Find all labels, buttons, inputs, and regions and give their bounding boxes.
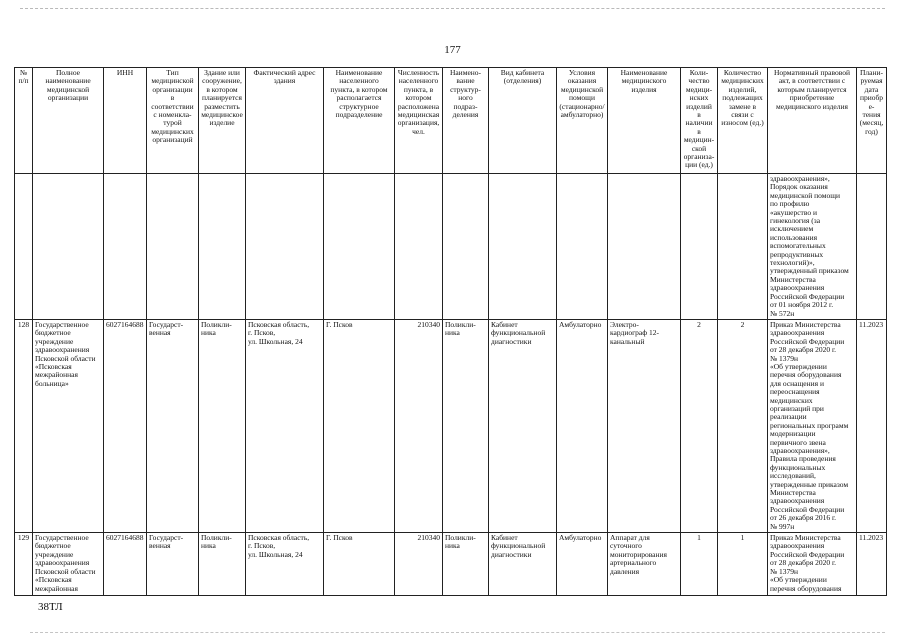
cell-organization-name: Государственное бюджетное учреждение здравоохранения Псковской области «Псковская межрайонная	[33, 533, 104, 596]
cell-empty	[33, 174, 104, 320]
cell-row-number: 129	[15, 533, 33, 596]
column-header: Нормативный правовой акт, в соответствии с которым планируется приобретение медицинского изделия	[768, 68, 857, 174]
column-header: ИНН	[104, 68, 147, 174]
column-header: Плани- руемая дата приобре- тения (месяц, год)	[857, 68, 887, 174]
cell-empty	[718, 174, 768, 320]
cell-cabinet-type: Кабинет функциональной диагностики	[489, 533, 557, 596]
cell-empty	[489, 174, 557, 320]
cell-quantity-replace: 1	[718, 533, 768, 596]
column-header: Коли- чество медици- нских изделий в наличии в медицин- ской организа- ции (ед.)	[681, 68, 718, 174]
cell-quantity-available: 2	[681, 319, 718, 532]
column-header: Наимено- вание структур- ного подраз- деления	[443, 68, 489, 174]
cell-empty	[104, 174, 147, 320]
cell-planned-date: 11.2023	[857, 319, 887, 532]
cell-legal-act: Приказ Министерства здравоохранения Российской Федерации от 28 декабря 2020 г. № 1379н «Об утверждении перечня оборудования	[768, 533, 857, 596]
cell-population: 210340	[395, 319, 443, 532]
column-header: Полное наименование медицинской организации	[33, 68, 104, 174]
column-header: Наименование населенного пункта, в котором располагается структурное подразделение	[324, 68, 395, 174]
column-header: Тип медицинской организации в соответствии с номенкла- турой медицинских организаций	[147, 68, 199, 174]
column-header: Условия оказания медицинской помощи (стационарно/ амбулаторно)	[557, 68, 608, 174]
cell-inn: 6027164688	[104, 533, 147, 596]
cell-device-name: Электро- кардиограф 12- канальный	[608, 319, 681, 532]
cell-quantity-replace: 2	[718, 319, 768, 532]
cell-subdivision: Поликли- ника	[443, 319, 489, 532]
cell-organization-name: Государственное бюджетное учреждение здравоохранения Псковской области «Псковская межрайонная больница»	[33, 319, 104, 532]
cell-organization-type: Государст- венная	[147, 319, 199, 532]
cell-legal-act: Приказ Министерства здравоохранения Российской Федерации от 28 декабря 2020 г. № 1379н «Об утверждении перечня оборудования для оснащения и переоснащения медицинских организаций при реализации региональных программ модернизации первичного звена здравоохранения», Правила проведения функциональных исследований, утвержденные приказом Министерства здравоохранения Российской Федерации от 26 декабря 2016 г. № 997н	[768, 319, 857, 532]
cell-care-conditions: Амбулаторно	[557, 319, 608, 532]
cell-empty	[15, 174, 33, 320]
cell-device-name: Аппарат для суточного мониторирования артериального давления	[608, 533, 681, 596]
cell-quantity-available: 1	[681, 533, 718, 596]
table-row	[15, 533, 887, 596]
cell-cabinet-type: Кабинет функциональной диагностики	[489, 319, 557, 532]
equipment-table	[14, 67, 887, 596]
cell-settlement: Г. Псков	[324, 533, 395, 596]
column-header: Численность населенного пункта, в котором расположена медицинская организация, чел.	[395, 68, 443, 174]
equipment-table-container	[14, 67, 884, 593]
page-number: 177	[444, 44, 461, 56]
cell-planned-date: 11.2023	[857, 533, 887, 596]
column-header: № п/п	[15, 68, 33, 174]
column-header: Вид кабинета (отделения)	[489, 68, 557, 174]
cell-legal-act-continuation: здравоохранения», Порядок оказания медицинской помощи по профилю «акушерство и гинекология (за исключением использования вспомогательных репродуктивных технологий)», утвержденный приказом Министерства здравоохранения Российской Федерации от 01 ноября 2012 г. № 572н	[768, 174, 857, 320]
bottom-scan-rule	[30, 632, 885, 633]
cell-population: 210340	[395, 533, 443, 596]
column-header: Количество медицинских изделий, подлежащих замене в связи с износом (ед.)	[718, 68, 768, 174]
cell-building: Поликли- ника	[199, 533, 246, 596]
cell-empty	[324, 174, 395, 320]
cell-empty	[557, 174, 608, 320]
cell-row-number: 128	[15, 319, 33, 532]
table-header-row	[15, 68, 887, 174]
cell-address: Псковская область, г. Псков, ул. Школьная, 24	[246, 319, 324, 532]
column-header: Здание или сооружение, в котором планируется разместить медицинское изделие	[199, 68, 246, 174]
column-header: Наименование медицинского изделия	[608, 68, 681, 174]
cell-building: Поликли- ника	[199, 319, 246, 532]
cell-inn: 6027164688	[104, 319, 147, 532]
cell-organization-type: Государст- венная	[147, 533, 199, 596]
cell-empty	[857, 174, 887, 320]
column-header: Фактический адрес здания	[246, 68, 324, 174]
table-row	[15, 319, 887, 532]
cell-settlement: Г. Псков	[324, 319, 395, 532]
cell-address: Псковская область, г. Псков, ул. Школьная, 24	[246, 533, 324, 596]
cell-empty	[199, 174, 246, 320]
cell-care-conditions: Амбулаторно	[557, 533, 608, 596]
cell-empty	[443, 174, 489, 320]
cell-subdivision: Поликли- ника	[443, 533, 489, 596]
cell-empty	[681, 174, 718, 320]
cell-empty	[395, 174, 443, 320]
footer-document-code: 38ТЛ	[38, 601, 63, 613]
cell-empty	[147, 174, 199, 320]
table-row-continuation	[15, 174, 887, 320]
cell-empty	[246, 174, 324, 320]
cell-empty	[608, 174, 681, 320]
top-scan-rule	[20, 8, 885, 9]
